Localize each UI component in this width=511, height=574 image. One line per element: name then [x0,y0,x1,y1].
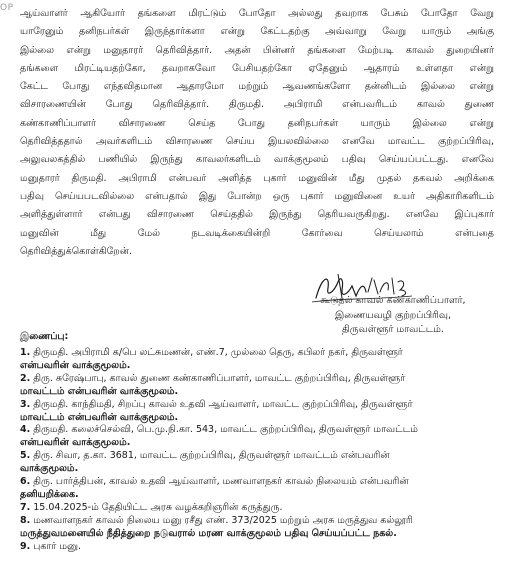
body-line: மனுதாரர் திருமதி. அபிராமி என்பவர் அளித்த புகார் மனுவின் மீது முதல் தகவல் அறிக்கை [20,172,494,184]
body-line: அளித்துள்ளார் என்பது விசாரணை செய்ததில் இருந்து தெரியவருகிறது. எனவே இப்புகார் [20,209,494,221]
corner-mark: OP [0,3,14,13]
body-line: தெரிவித்துக்கொள்கிறேன். [20,245,132,257]
body-line: பதிவு செய்யபடவில்லை என்பதால் இது போன்ற ஒரு புகார் மனுவினை உயர் அதிகாரிகளிடம் [20,190,494,202]
enclosure-number: 3. [20,398,31,410]
body-line: தங்களை மிரட்டியதற்கோ, தவறாகவோ பேசியதற்கோ ஏதேனும் ஆதாரம் உள்ளதா என்று [20,62,494,74]
signatory-district: திருவள்ளூர் மாவட்டம். [342,324,444,335]
enclosure-number: 9. [20,540,31,552]
enclosure-item [20,399,494,425]
enclosure-item [20,515,494,541]
enclosure-text: 15.04.2025-ம் தேதியிட்ட அரசு வழக்கறிஞரின் கருத்துரு. [33,501,283,513]
enclosure-text: திரு. சுரேஷ்பாபு, காவல் துணை கண்காணிப்பாளர், மாவட்ட குற்றப்பிரிவு, திருவள்ளூர் [33,372,406,384]
enclosure-text: புகார் மனு. [33,540,82,552]
enclosures-list [20,330,494,554]
enclosure-item [20,541,494,554]
signatory-unit: இணையவழி குற்றப்பிரிவு, [335,309,451,321]
body-line: அலுவலகத்தில் பணியில் இருந்து காவலர்களிடம் வாக்குமூலம் பதிவு செய்யப்பட்டது. எனவே [20,154,494,166]
enclosure-text: மாவட்டம் என்பவரின் வாக்குமூலம். [20,411,179,423]
enclosure-number: 4. [20,424,31,436]
enclosure-number: 8. [20,514,31,526]
enclosure-number: 5. [20,450,31,462]
enclosures-title: இணைப்பு: [20,331,69,342]
enclosure-text: என்பவரின் வாக்குமூலம். [20,437,131,449]
body-line: தெரிவித்ததால் அவர்களிடம் விசாரணை செய்ய இயலவில்லை எனவே மாவட்ட குற்றப்பிரிவு, [20,136,494,148]
enclosure-text: என்பவரின் வாக்குமூலம். [20,359,131,371]
enclosure-item [20,373,494,399]
enclosure-text: தனியறிக்கை. [20,488,79,500]
body-line: ஆய்வாளர் ஆகியோர் தங்களை மிரட்டும் போதோ அல்லது தவறாக பேசும் போதோ வேறு [20,8,494,19]
enclosure-item [20,502,494,515]
enclosure-text: மருத்துவமனையில் நீதித்துறை நடுவரால் மரண வாக்குமூலம் பதிவு செய்யப்பட்ட நகல். [20,527,397,539]
enclosure-text: திரு. சிவா, த.கா. 3681, மாவட்ட குற்றப்பிரிவு, திருவள்ளூர் மாவட்டம் என்பவரின் [33,450,390,462]
enclosure-item [20,476,494,502]
enclosure-number: 6. [20,476,31,488]
enclosure-text: வாக்குமூலம். [20,463,79,475]
enclosure-text: திருமதி. காந்திமதி, சிறப்பு காவல் உதவி ஆய்வாளர், மாவட்ட குற்றப்பிரிவு, திருவள்ளூர் [33,398,413,410]
enclosure-item [20,450,494,476]
enclosure-item [20,424,494,450]
body-line: இல்லை என்று மனுதாரர் தெரிவித்தார். அதன் பின்னர் தங்களை மேற்படி காவல் துறையினர் [20,44,494,56]
report-body [20,5,494,261]
body-line: கேட்ட போது எந்தவிதமான ஆதாரமோ மற்றும் ஆவணங்களோ தன்னிடம் இல்லை என்று [20,81,494,93]
enclosure-number: 7. [20,501,31,513]
enclosure-number: 1. [20,347,31,358]
body-line: கண்காணிப்பாளர் விசாரணை செய்த போது தனிநபர்கள் யாரும் இல்லை என்று [20,117,494,129]
signatory-title: கூடுதல் காவல் கண்காணிப்பாளர், [320,295,466,306]
body-line: யாரேனும் தனிநபர்கள் இருந்தார்களா என்று கேட்டதற்கு அவ்வாறு வேறு யாரும் அங்கு [20,26,494,38]
enclosure-number: 2. [20,372,31,384]
enclosure-text: திருமதி. கலைச்செல்வி, பெ.மு.நி.கா. 543, மாவட்ட குற்றப்பிரிவு, திருவள்ளூர் மாவட்டம் [33,424,418,436]
enclosure-item [20,347,494,373]
enclosure-text: திருமதி. அபிராமி க/பெ லட்சுமணன், எண்.7, முல்லை தெரு, கபிலர் நகர், திருவள்ளூர் [33,347,403,358]
enclosure-text: மாவட்டம் என்பவரின் வாக்குமூலம். [20,385,179,397]
enclosure-text: திரு. பார்த்திபன், காவல் உதவி ஆய்வாளர், மணவாளநகர் காவல் நிலையம் என்பவரின் [33,476,409,488]
body-line: விசாரணையின் போது தெரிவித்தார். திருமதி. அபிராமி என்பவரிடம் காவல் துணை [20,99,494,111]
enclosure-text: மணவாளநகர் காவல் நிலைய மனு ரசீது எண். 373/2025 மற்றும் அரசு மருத்துவ கல்லூரி [33,514,413,526]
body-line: மனுவின் மீது மேல் நடவடிக்கையின்றி கோர்வை செய்யலாம் என்பதை [20,227,494,239]
